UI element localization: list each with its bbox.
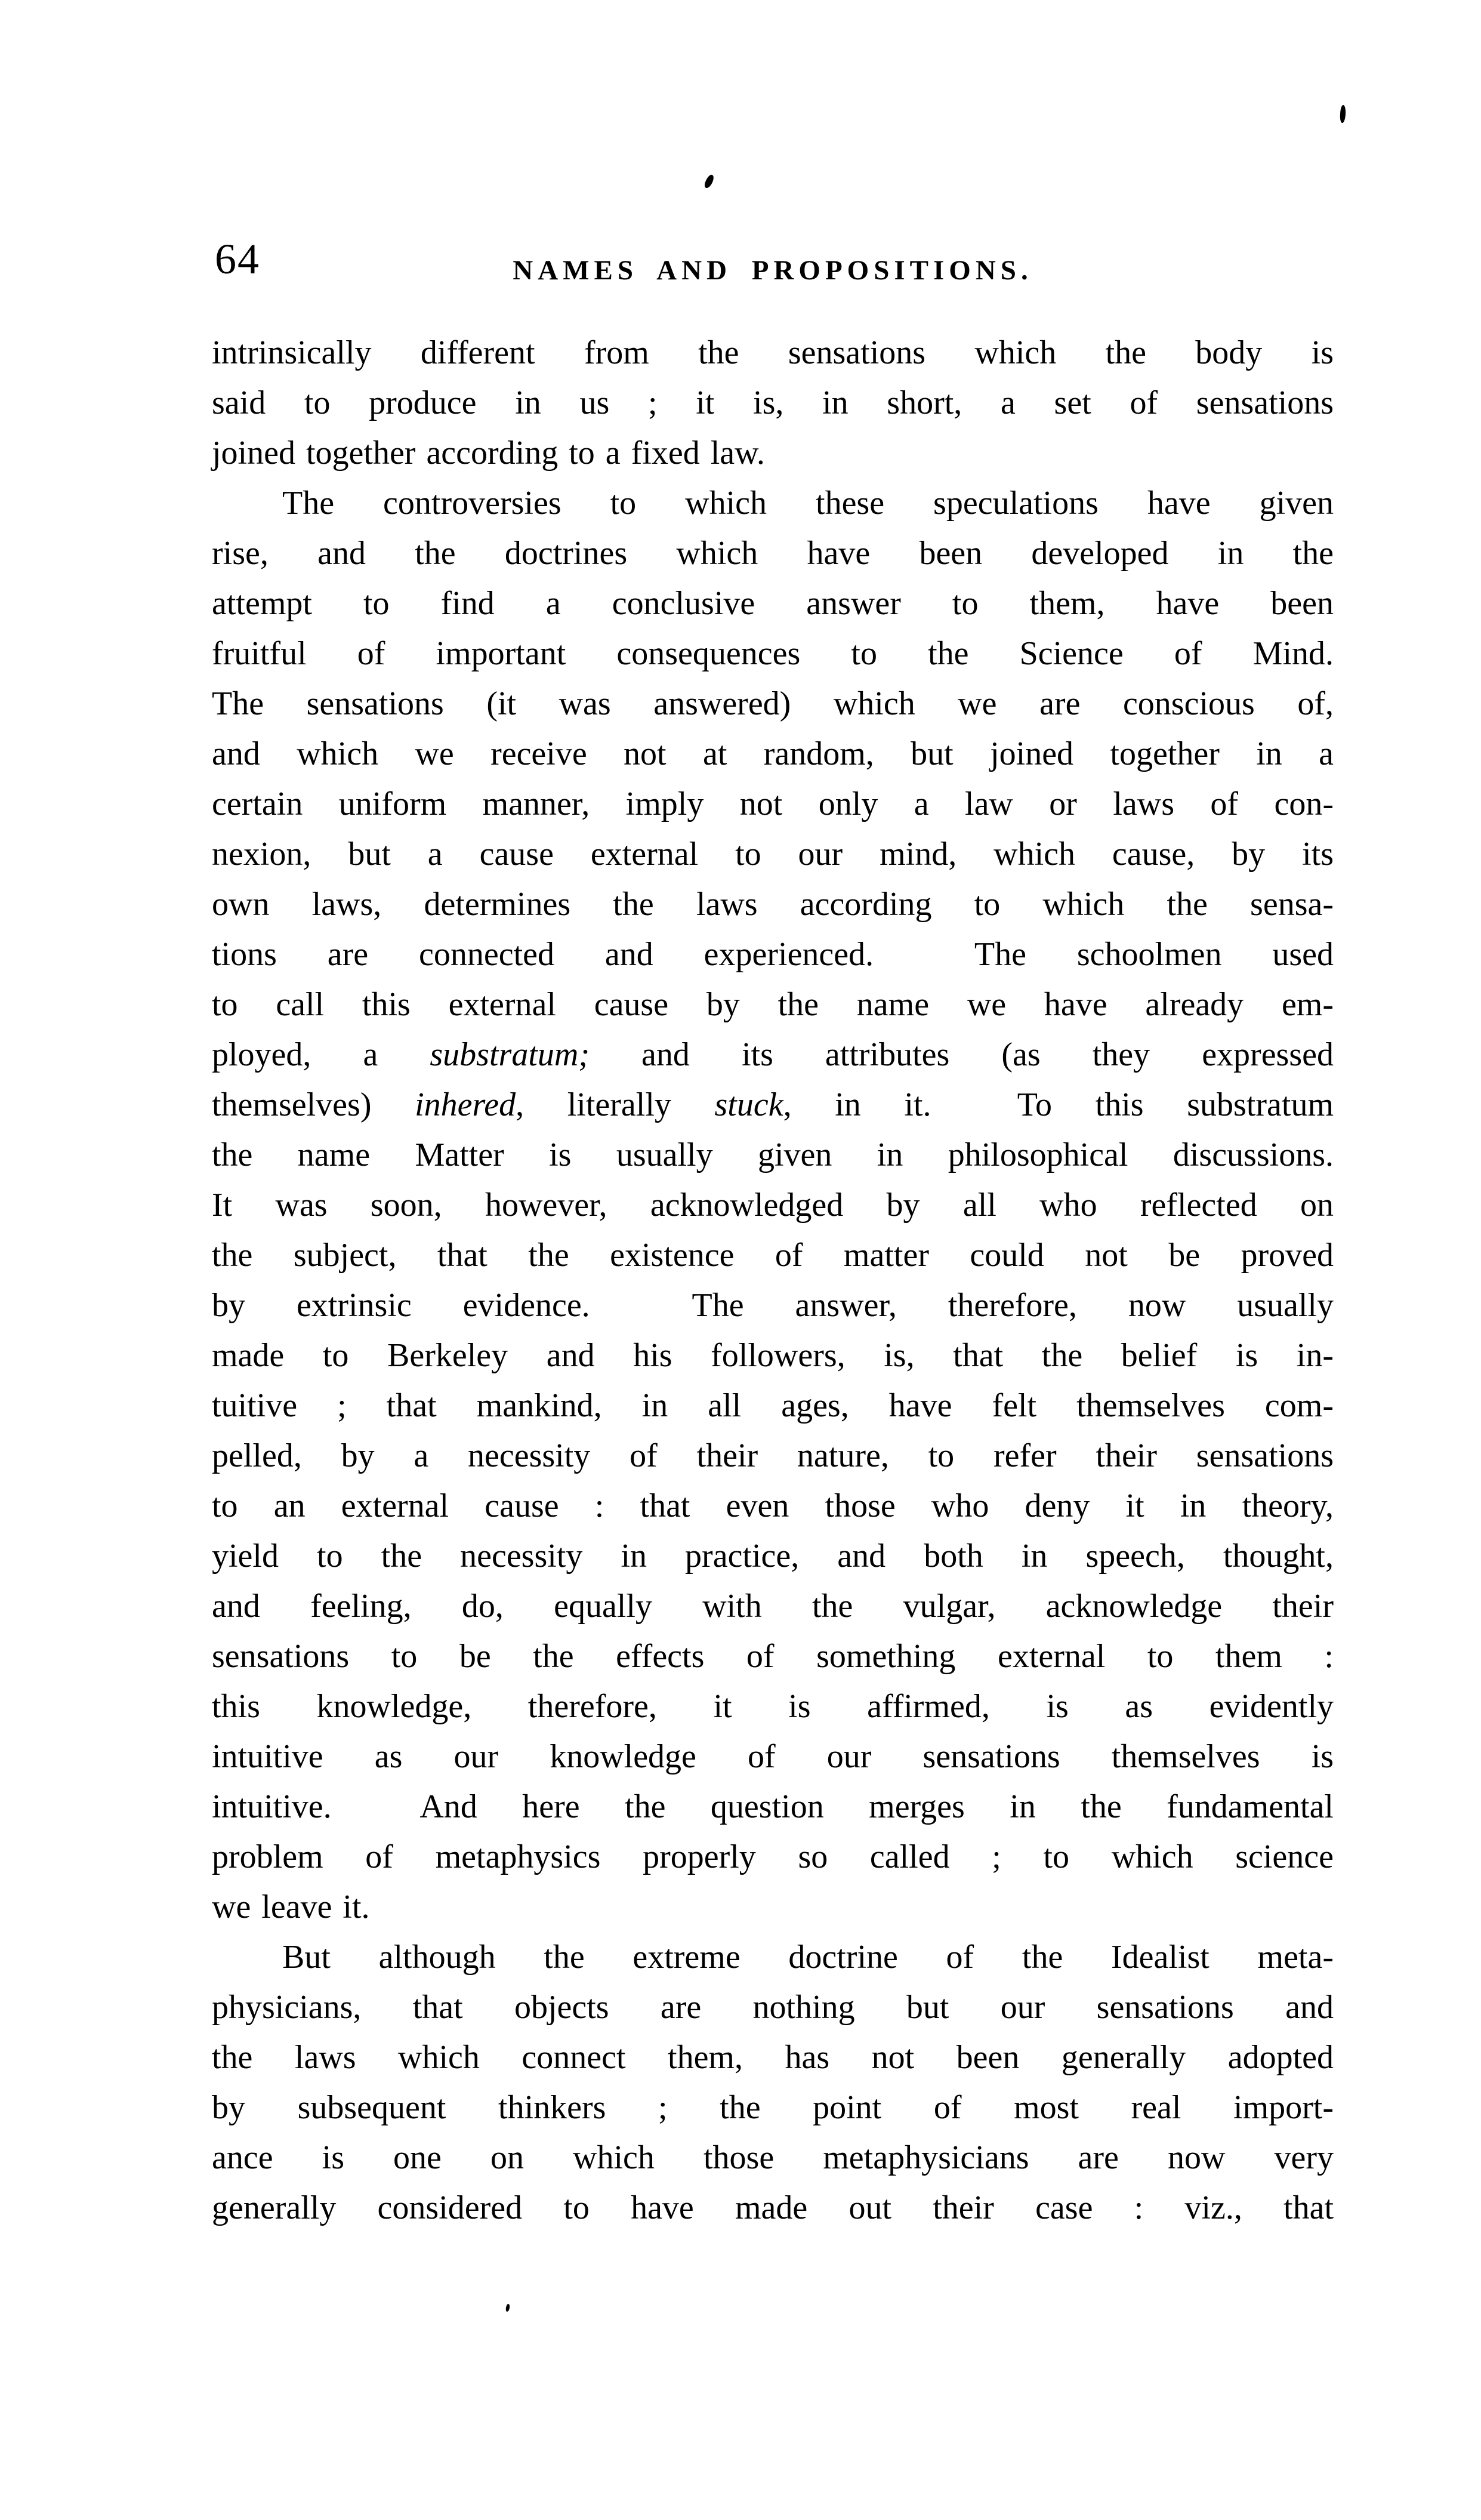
text-line xyxy=(212,1581,1334,1631)
text-segment: we leave it. xyxy=(212,1889,370,1926)
text-line xyxy=(212,979,1334,1030)
text-segment: But although the extreme doctrine of the Idealist meta- xyxy=(282,1939,1334,1976)
page-number: 64 xyxy=(215,235,260,283)
scan-speck xyxy=(703,174,715,189)
scan-speck xyxy=(505,2304,511,2312)
text-segment: fruitful of important consequences to the Science of Mind. xyxy=(212,635,1334,672)
text-line xyxy=(212,428,1334,478)
text-segment: sensations to be the effects of something external to them : xyxy=(212,1638,1334,1675)
text-line xyxy=(212,879,1334,929)
text-line xyxy=(212,1932,1334,1982)
text-line xyxy=(212,829,1334,879)
text-segment: said to produce in us ; it is, in short, a set of sensations xyxy=(212,384,1334,421)
text-line xyxy=(212,328,1334,378)
text-segment: The sensations (it was answered) which we are conscious of, xyxy=(212,685,1334,722)
text-line xyxy=(212,1481,1334,1531)
text-segment: and which we receive not at random, but joined together in a xyxy=(212,735,1334,772)
text-segment: this knowledge, therefore, it is affirmed, is as evidently xyxy=(212,1688,1334,1725)
text-segment: tuitive ; that mankind, in all ages, have felt themselves com- xyxy=(212,1387,1334,1424)
text-line xyxy=(212,729,1334,779)
text-segment: rise, and the doctrines which have been developed in the xyxy=(212,535,1334,572)
text-segment: and its attributes (as they expressed xyxy=(589,1036,1334,1073)
italic-text: inhered xyxy=(415,1086,516,1123)
text-segment: nexion, but a cause external to our mind, which cause, by its xyxy=(212,836,1334,873)
text-segment: joined together according to a fixed law. xyxy=(212,435,765,472)
text-line xyxy=(212,1982,1334,2032)
text-segment: the name Matter is usually given in philosophical discussions. xyxy=(212,1136,1334,1173)
text-segment: problem of metaphysics properly so called ; to which science xyxy=(212,1838,1334,1875)
text-segment: own laws, determines the laws according to which the sensa- xyxy=(212,886,1334,923)
scan-speck xyxy=(1340,105,1346,124)
text-segment: themselves) xyxy=(212,1086,415,1123)
text-segment: intuitive as our knowledge of our sensations themselves is xyxy=(212,1738,1334,1775)
text-line xyxy=(212,1180,1334,1230)
italic-text: substratum; xyxy=(430,1036,590,1073)
text-line xyxy=(212,2183,1334,2233)
text-line xyxy=(212,1230,1334,1280)
text-segment: by extrinsic evidence. The answer, therefore, now usually xyxy=(212,1287,1334,1324)
text-segment: generally considered to have made out their case : viz., that xyxy=(212,2189,1334,2226)
text-segment: , in it. To this substratum xyxy=(783,1086,1334,1123)
text-line xyxy=(212,779,1334,829)
text-line xyxy=(212,1030,1334,1080)
text-line xyxy=(212,2082,1334,2133)
text-segment: certain uniform manner, imply not only a law or laws of con- xyxy=(212,785,1334,822)
text-segment: yield to the necessity in practice, and both in speech, thought, xyxy=(212,1538,1334,1575)
text-segment: intrinsically different from the sensations which the body is xyxy=(212,334,1334,371)
text-line xyxy=(212,1381,1334,1431)
text-line xyxy=(212,929,1334,979)
text-segment: ployed, a xyxy=(212,1036,430,1073)
text-line xyxy=(212,2133,1334,2183)
text-segment: intuitive. And here the question merges in the fundamental xyxy=(212,1788,1334,1825)
text-line xyxy=(212,2032,1334,2082)
italic-text: stuck xyxy=(714,1086,783,1123)
text-segment: to an external cause : that even those who deny it in theory, xyxy=(212,1487,1334,1524)
text-segment: tions are connected and experienced. The schoolmen used xyxy=(212,936,1334,973)
text-line xyxy=(212,1080,1334,1130)
text-line xyxy=(212,1330,1334,1381)
text-line xyxy=(212,1130,1334,1180)
text-segment: ance is one on which those metaphysicians are now very xyxy=(212,2139,1334,2176)
text-line xyxy=(212,1832,1334,1882)
text-line xyxy=(212,629,1334,679)
text-line xyxy=(212,1782,1334,1832)
text-line xyxy=(212,1280,1334,1330)
body-text xyxy=(212,328,1334,2233)
text-segment: the subject, that the existence of matter could not be proved xyxy=(212,1237,1334,1274)
text-line xyxy=(212,1631,1334,1681)
text-segment: the laws which connect them, has not been generally adopted xyxy=(212,2039,1334,2076)
text-line xyxy=(212,679,1334,729)
text-segment: attempt to find a conclusive answer to them, have been xyxy=(212,585,1334,622)
text-line xyxy=(212,528,1334,578)
text-segment: The controversies to which these speculations have given xyxy=(282,485,1334,522)
text-segment: and feeling, do, equally with the vulgar, acknowledge their xyxy=(212,1588,1334,1625)
text-line xyxy=(212,578,1334,629)
text-line xyxy=(212,1431,1334,1481)
text-line xyxy=(212,1882,1334,1932)
text-line xyxy=(212,1681,1334,1732)
text-line xyxy=(212,1531,1334,1581)
running-header: NAMES AND PROPOSITIONS. xyxy=(513,255,1033,286)
text-segment: made to Berkeley and his followers, is, that the belief is in- xyxy=(212,1337,1334,1374)
text-segment: by subsequent thinkers ; the point of most real import- xyxy=(212,2089,1334,2126)
text-segment: pelled, by a necessity of their nature, to refer their sensations xyxy=(212,1437,1334,1474)
text-line xyxy=(212,478,1334,528)
text-line xyxy=(212,1732,1334,1782)
text-segment: physicians, that objects are nothing but our sensations and xyxy=(212,1989,1334,2026)
text-segment: to call this external cause by the name we have already em- xyxy=(212,986,1334,1023)
text-line xyxy=(212,378,1334,428)
text-segment: , literally xyxy=(516,1086,715,1123)
text-segment: It was soon, however, acknowledged by all who reflected on xyxy=(212,1187,1334,1224)
